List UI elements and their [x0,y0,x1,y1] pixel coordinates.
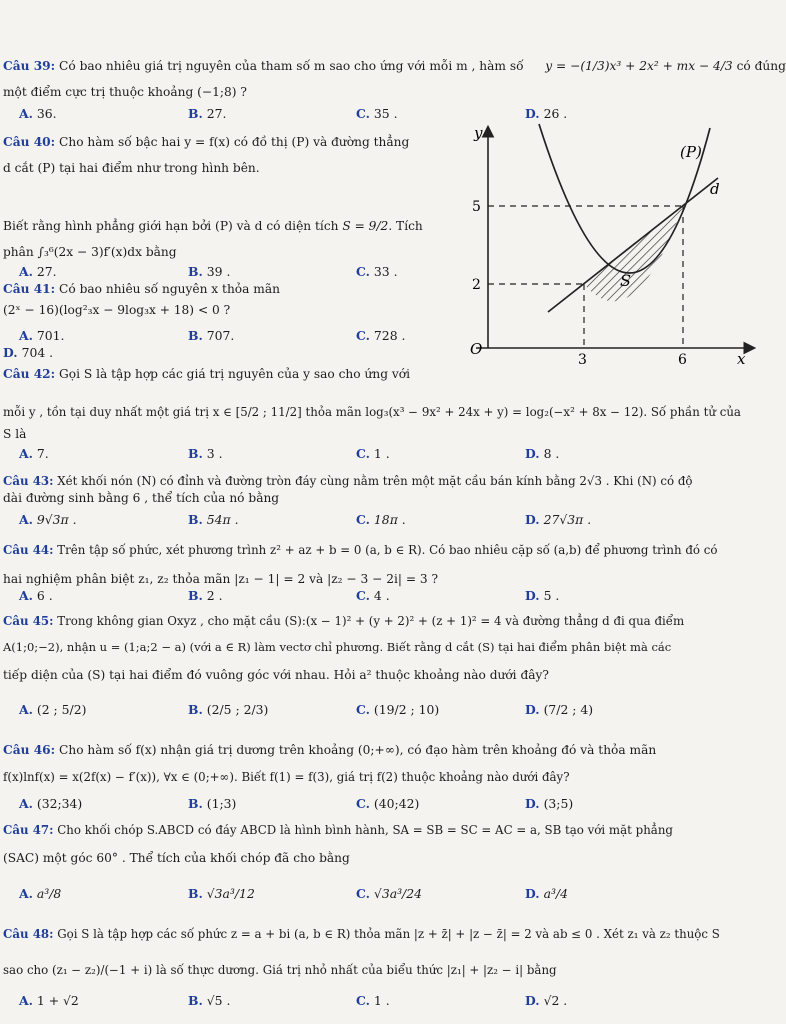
q42-option-a[interactable]: A. 7. [19,446,49,461]
q43-option-a[interactable]: A. 9√3π . [19,512,77,527]
q46-line2: f(x)lnf(x) = x(2f(x) − f′(x)), ∀x ∈ (0;+∞). Biết f(1) = f(3), giá trị f(2) thuộc khoảng nào dưới đây? [3,770,570,784]
q46-label: Câu 46: [3,743,56,757]
q46-option-b[interactable]: B. (1;3) [188,796,237,811]
q47-label: Câu 47: [3,823,54,837]
q48-label: Câu 48: [3,927,54,941]
q48-option-c[interactable]: C. 1 . [356,993,390,1008]
q39-option-a[interactable]: A. 36. [19,106,57,121]
q47-option-d[interactable]: D. a³/4 [525,886,568,901]
q41-option-c[interactable]: C. 728 . [356,328,406,343]
q43-line1: Câu 43: Xét khối nón (N) có đỉnh và đường tròn đáy cùng nằm trên một mặt cầu bán kính bằng 2√3 . Khi (N) có độ [3,474,693,488]
q48-option-d[interactable]: D. √2 . [525,993,568,1008]
x-axis-label: x [737,350,746,368]
x-tick-3: 3 [578,352,587,368]
q41-option-a[interactable]: A. 701. [19,328,65,343]
q44-line1: Câu 44: Trên tập số phức, xét phương trình z² + az + b = 0 (a, b ∈ R). Có bao nhiêu cặp số (a,b) để phương trình đó có [3,543,718,557]
q46-line1: Câu 46: Cho hàm số f(x) nhận giá trị dương trên khoảng (0;+∞), có đạo hàm trên khoảng đó và thỏa mãn [3,743,657,757]
y-axis-label: y [474,124,483,142]
q42-option-b[interactable]: B. 3 . [188,446,223,461]
line-label: d [710,180,720,198]
q43-line2: dài đường sinh bằng 6 , thể tích của nó bằng [3,491,280,505]
q40-label: Câu 40: [3,135,56,149]
region-s [584,206,683,301]
q40-option-a[interactable]: A. 27. [19,264,57,279]
q46-option-a[interactable]: A. (32;34) [19,796,83,811]
origin-label: O [470,340,483,358]
q45-line2: A(1;0;−2), nhận u = (1;a;2 − a) (với a ∈ R) làm vectơ chỉ phương. Biết rằng d cắt (S) tại hai điểm phân biệt mà các [3,640,672,654]
q47-option-c[interactable]: C. √3a³/24 [356,886,422,901]
q39-option-c[interactable]: C. 35 . [356,106,398,121]
q45-line3: tiếp diện của (S) tại hai điểm đó vuông góc với nhau. Hỏi a² thuộc khoảng nào dưới đây? [3,668,549,682]
q45-option-d[interactable]: D. (7/2 ; 4) [525,702,594,717]
q44-option-d[interactable]: D. 5 . [525,588,560,603]
q47-option-a[interactable]: A. a³/8 [19,886,62,901]
q43-option-d[interactable]: D. 27√3π . [525,512,592,527]
q42-option-d[interactable]: D. 8 . [525,446,560,461]
q40-line3: Biết rằng hình phẳng giới hạn bởi (P) và d có diện tích S = 9/2. Tích [3,219,423,233]
q43-option-b[interactable]: B. 54π . [188,512,239,527]
q43-label: Câu 43: [3,474,54,488]
q39-text: Có bao nhiêu giá trị nguyên của tham số m sao cho ứng với mỗi m , hàm số [59,59,524,73]
q45-option-a[interactable]: A. (2 ; 5/2) [19,702,87,717]
q48-line2: sao cho (z₁ − z₂)/(−1 + i) là số thực dương. Giá trị nhỏ nhất của biểu thức |z₁| + |z₂ − i| bằng [3,963,557,977]
q39-line2: một điểm cực trị thuộc khoảng (−1;8) ? [3,85,247,99]
q41-option-d[interactable]: D. 704 . [3,345,54,360]
q45-option-c[interactable]: C. (19/2 ; 10) [356,702,440,717]
q45-option-b[interactable]: B. (2/5 ; 2/3) [188,702,269,717]
q39-option-d[interactable]: D. 26 . [525,106,568,121]
q39-function: y = −(1/3)x³ + 2x² + mx − 4/3 [545,59,733,73]
q40-area: S = 9/2 [342,219,389,233]
q44-option-b[interactable]: B. 2 . [188,588,223,603]
q45-line1: Câu 45: Trong không gian Oxyz , cho mặt cầu (S):(x − 1)² + (y + 2)² + (z + 1)² = 4 và đường thẳng d đi qua điểm [3,614,685,628]
q39-option-b[interactable]: B. 27. [188,106,227,121]
q46-option-c[interactable]: C. (40;42) [356,796,420,811]
q41-line1: Câu 41: Có bao nhiêu số nguyên x thỏa mãn [3,282,280,296]
q44-option-c[interactable]: C. 4 . [356,588,390,603]
q41-line2: (2ˣ − 16)(log²₃x − 9log₃x + 18) < 0 ? [3,303,231,317]
x-tick-6: 6 [678,352,687,368]
q42-label: Câu 42: [3,367,56,381]
q48-option-a[interactable]: A. 1 + √2 [19,993,79,1008]
q40-graph [448,120,766,370]
region-label: S [620,271,631,290]
q42-line3: S là [3,427,27,441]
q44-line2: hai nghiệm phân biệt z₁, z₂ thỏa mãn |z₁ − 1| = 2 và |z₂ − 3 − 2i| = 3 ? [3,572,439,586]
y-tick-5: 5 [472,199,481,215]
q43-option-c[interactable]: C. 18π . [356,512,406,527]
q47-line2: (SAC) một góc 60° . Thể tích của khối chóp đã cho bằng [3,851,350,865]
q41-label: Câu 41: [3,282,56,296]
q47-option-b[interactable]: B. √3a³/12 [188,886,255,901]
q46-option-d[interactable]: D. (3;5) [525,796,574,811]
q42-line1: Câu 42: Gọi S là tập hợp các giá trị nguyên của y sao cho ứng với [3,367,410,381]
curve-label: (P) [680,143,702,161]
q39-tail: có đúng [736,59,786,73]
q42-option-c[interactable]: C. 1 . [356,446,390,461]
q40-option-c[interactable]: C. 33 . [356,264,398,279]
y-tick-2: 2 [472,277,481,293]
q42-line2: mỗi y , tồn tại duy nhất một giá trị x ∈ [5/2 ; 11/2] thỏa mãn log₃(x³ − 9x² + 24x + y) = log₂(−x² + 8x − 12). Số phần tử của [3,405,741,419]
q40-line2: d cắt (P) tại hai điểm như trong hình bên. [3,161,260,175]
q44-label: Câu 44: [3,543,54,557]
q47-line1: Câu 47: Cho khối chóp S.ABCD có đáy ABCD là hình bình hành, SA = SB = SC = AC = a, SB tạo với mặt phẳng [3,823,673,837]
q48-option-b[interactable]: B. √5 . [188,993,231,1008]
q48-line1: Câu 48: Gọi S là tập hợp các số phức z = a + bi (a, b ∈ R) thỏa mãn |z + z̄| + |z − z̄| = 2 và ab ≤ 0 . Xét z₁ và z₂ thuộc S [3,927,720,941]
q41-option-b[interactable]: B. 707. [188,328,235,343]
q40-line1: Câu 40: Cho hàm số bậc hai y = f(x) có đồ thị (P) và đường thẳng [3,135,410,149]
q40-option-b[interactable]: B. 39 . [188,264,231,279]
q44-option-a[interactable]: A. 6 . [19,588,53,603]
q39-label: Câu 39: [3,59,56,73]
q40-line4: phân ∫₃⁶(2x − 3)f′(x)dx bằng [3,245,177,259]
q39-line1 [3,58,786,74]
q45-label: Câu 45: [3,614,54,628]
